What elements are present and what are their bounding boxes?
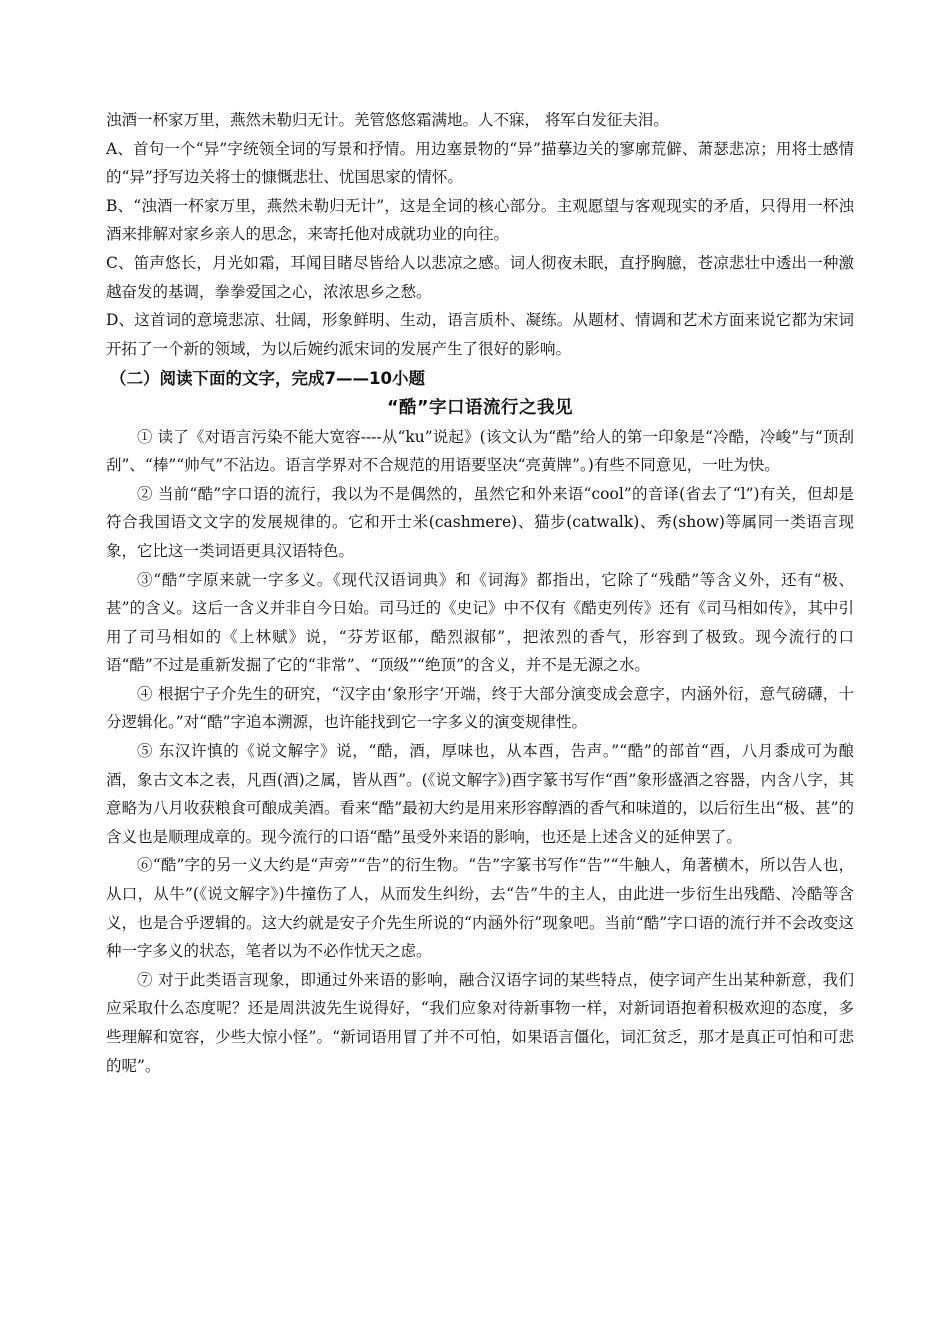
poem-tail-line: 浊酒一杯家万里，燕然未勒归无计。羌管悠悠霜满地。人不寐， 将军白发征夫泪。 [106, 111, 669, 129]
paragraph-6: ⑥“酷”字的另一义大约是“声旁”“告”的衍生物。“告”字篆书写作“告”“牛触人，角著横木，所以告人也，从口，从牛”(《说文解字》)牛撞伤了人，从而发生纠纷，去“告”牛的主人，由此进一步衍生出残酷、冷酷等含义，也是合乎逻辑的。这大约就是安子介先生所说的“内涵外衍”现象吧。当前“酷”字口语的流行并不会改变这种一字多义的状态，笔者以为不必作忧天之虑。 [106, 856, 854, 961]
option-d: D、这首词的意境悲凉、壮阔，形象鲜明、生动，语言质朴、凝练。从题材、情调和艺术方面来说它都为宋词开拓了一个新的领域，为以后婉约派宋词的发展产生了很好的影响。 [106, 311, 854, 358]
paragraph-3: ③“酷”字原来就一字多义。《现代汉语词典》和《词海》都指出，它除了“残酷”等含义外，还有“极、甚”的含义。这后一含义并非自今日始。司马迁的《史记》中不仅有《酷吏列传》还有《司马相如传》，其中引用了司马相如的《上林赋》说，“芬芳讴郁，酷烈淑郁”，把浓烈的香气，形容到了极致。现今流行的口语“酷”不过是重新发掘了它的“非常”、“顶级”“绝顶”的含义，并不是无源之水。 [106, 570, 854, 675]
section-heading: （二）阅读下面的文字，完成7——10小题 [110, 369, 425, 389]
option-b: B、“浊酒一杯家万里，燕然未勒归无计”，这是全词的核心部分。主观愿望与客观现实的矛盾，只得用一杯浊酒来排解对家乡亲人的思念，来寄托他对成就功业的向往。 [106, 196, 854, 244]
paragraph-5: ⑤ 东汉许慎的《说文解字》说，“酷，酒，厚味也，从本酉，告声。”“酷”的部首“酉，八月黍成可为酿酒，象古文本之表，凡酉(酒)之属，皆从酉”。(《说文解字》)酉字篆书写作“酉”象形盛酒之容器，内含八字，其意略为八月收获粮食可酿成美酒。看来“酷”最初大约是用来形容醇酒的香气和味道的，以后衍生出“极、甚”的含义也是顺理成章的。现今流行的口语“酷”虽受外来语的影响，也还是上述含义的延伸罢了。 [106, 742, 854, 846]
paragraph-7: ⑦ 对于此类语言现象，即通过外来语的影响，融合汉语字词的某些特点，使字词产生出某种新意，我们应采取什么态度呢？还是周洪波先生说得好，“我们应象对待新事物一样，对新词语抱着积极欢迎的态度，多些理解和宽容，少些大惊小怪”。“新词语用冒了并不可怕，如果语言僵化，词汇贫乏，那才是真正可怕和可悲的呢”。 [106, 970, 854, 1075]
paragraph-4: ④ 根据宁子介先生的研究，“汉字由‘象形字‘开端，终于大部分演变成会意字，内涵外衍，意气磅礴，十分逻辑化。”对“酷”字追本溯源，也许能找到它一字多义的演变规律性。 [106, 684, 854, 732]
paragraph-2: ② 当前“酷”字口语的流行，我以为不是偶然的，虽然它和外来语“cool”的音译(省去了“l”)有关，但却是符合我国语文文字的发展规律的。它和开士米(cashmere)、猫步(catwalk)、秀(show)等属同一类语言现象，它比这一类词语更具汉语特色。 [106, 484, 854, 560]
option-a: A、首句一个“异”字统领全词的写景和抒情。用边塞景物的“异”描摹边关的寥廓荒僻、萧瑟悲凉；用将士感情的“异”抒写边关将士的慷慨悲壮、忧国思家的情怀。 [106, 139, 854, 187]
option-c: C、笛声悠长，月光如霜，耳闻目睹尽皆给人以悲凉之感。词人彻夜未眠，直抒胸臆，苍凉悲壮中透出一种激越奋发的基调，拳拳爱国之心，浓浓思乡之愁。 [106, 253, 854, 301]
document-page [106, 106, 854, 1080]
article-title: “酷”字口语流行之我见 [386, 397, 573, 418]
paragraph-1: ① 读了《对语言污染不能大宽容----从“ku”说起》(该文认为“酷”给人的第一印象是“冷酷，冷峻”与“顶刮刮”、“棒”“帅气”不沾边。语言学界对不合规范的用语要坚决“亮黄牌”。)有些不同意见，一吐为快。 [106, 427, 854, 475]
